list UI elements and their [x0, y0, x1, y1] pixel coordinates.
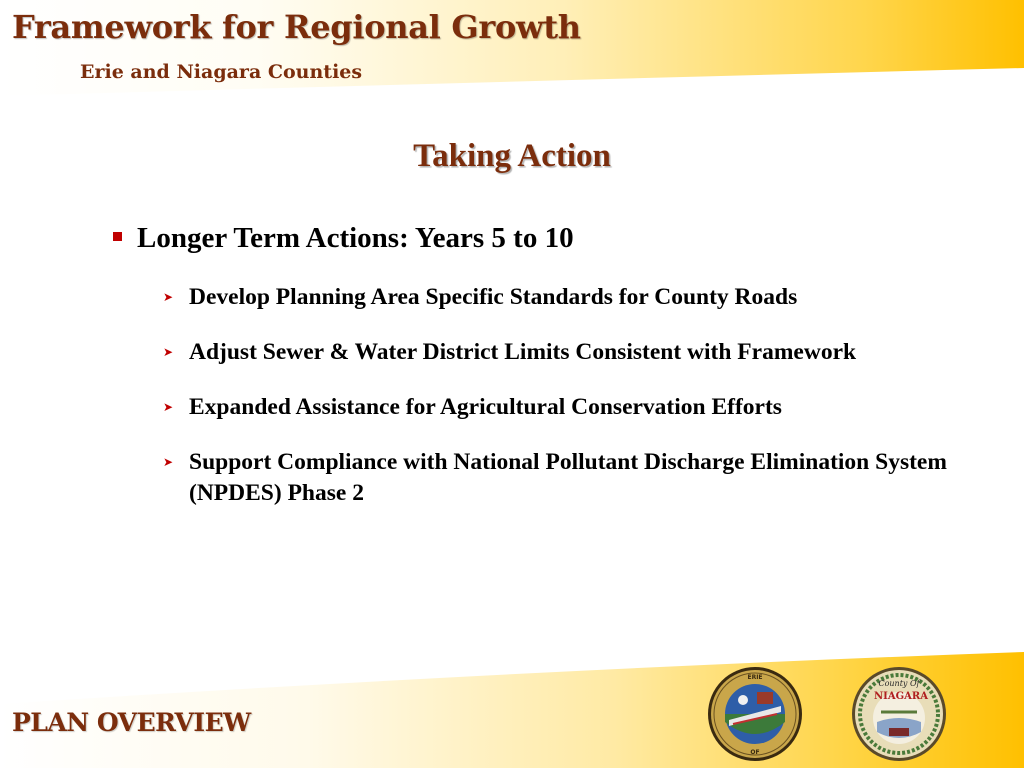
erie-seal-top-text: ERIE — [747, 674, 763, 681]
action-item — [163, 337, 1013, 368]
action-item-text: Adjust Sewer & Water District Limits Consistent with Framework — [189, 339, 857, 365]
action-list — [163, 282, 1013, 533]
square-bullet-icon — [113, 232, 122, 241]
chevron-right-icon: ➤ — [163, 400, 174, 414]
niagara-county-seal — [851, 666, 947, 762]
niagara-seal-top-text: County Of — [878, 679, 920, 688]
presentation-subtitle: Erie and Niagara Counties — [80, 61, 363, 83]
chevron-right-icon: ➤ — [163, 345, 174, 359]
chevron-right-icon: ➤ — [163, 290, 174, 304]
niagara-seal-name: NIAGARA — [874, 691, 928, 702]
erie-seal-bottom-text: OF — [750, 749, 760, 756]
main-bullet-text: Longer Term Actions: Years 5 to 10 — [137, 222, 574, 254]
presentation-title: Framework for Regional Growth — [12, 8, 581, 46]
action-item-text: Develop Planning Area Specific Standards for County Roads — [189, 284, 798, 310]
action-item-text: Support Compliance with National Pollutant Discharge Elimination System (NPDES) Phase 2 — [189, 449, 947, 506]
erie-county-seal — [707, 666, 803, 762]
footer-label: PLAN OVERVIEW — [12, 708, 251, 737]
action-item — [163, 392, 1013, 423]
main-bullet — [113, 222, 574, 255]
action-item — [163, 282, 1013, 313]
action-item-text: Expanded Assistance for Agricultural Conservation Efforts — [189, 394, 782, 420]
action-item — [163, 447, 1013, 509]
chevron-right-icon: ➤ — [163, 455, 174, 469]
slide-heading: Taking Action — [413, 138, 611, 174]
